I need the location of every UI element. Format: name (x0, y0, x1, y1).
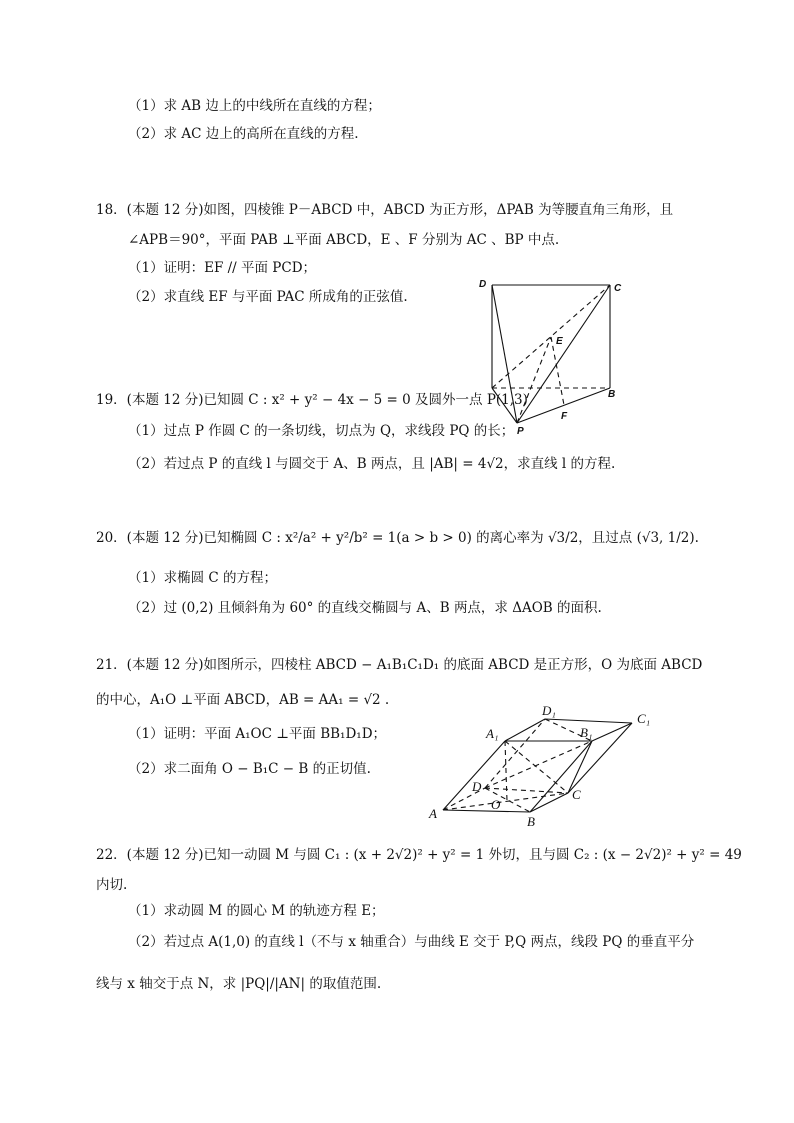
fig21-label-O: O (491, 797, 501, 812)
q18-part2: （2）求直线 EF 与平面 PAC 所成角的正弦值. (128, 289, 408, 305)
fig18-label-B: B (608, 389, 616, 400)
q21-continuation: 的中心，A₁O ⊥平面 ABCD，AB = AA₁ = √2 . (96, 692, 390, 708)
fig21-label-C: C (572, 787, 581, 802)
fig21-label-C1: C₁ (637, 711, 651, 726)
fig21-label-A: A (429, 806, 437, 821)
q17-part1: （1）求 AB 边上的中线所在直线的方程； (128, 98, 381, 114)
q19-part2: （2）若过点 P 的直线 l 与圆交于 A、B 两点，且 |AB| = 4√2，求直线 l 的方程. (128, 456, 616, 472)
fig21-label-D: D (472, 779, 482, 794)
fig18-label-E: E (556, 336, 563, 347)
q22-part1: （1）求动圆 M 的圆心 M 的轨迹方程 E； (128, 903, 385, 919)
q21-part1: （1）证明：平面 A₁OC ⊥平面 BB₁D₁D； (128, 726, 387, 742)
fig18-label-C: C (614, 283, 622, 294)
q18-part1: （1）证明：EF // 平面 PCD； (128, 260, 317, 276)
fig21-label-A1: A₁ (486, 726, 499, 741)
q20-header: 20．(本题 12 分)已知椭圆 C : x²/a² + y²/b² = 1(a > b > 0) 的离心率为 √3/2，且过点 (√3, 1/2). (96, 530, 699, 546)
q21-part2: （2）求二面角 O − B₁C − B 的正切值. (128, 761, 371, 777)
q19-part1: （1）过点 P 作圆 C 的一条切线，切点为 Q，求线段 PQ 的长； (128, 423, 515, 439)
q22-header: 22．(本题 12 分)已知一动圆 M 与圆 C₁ : (x + 2√2)² + y² = 1 外切，且与圆 C₂ : (x − 2√2)² + y² = 49 (96, 847, 742, 863)
fig18-label-F: F (561, 411, 568, 422)
q21-header: 21．(本题 12 分)如图所示，四棱柱 ABCD − A₁B₁C₁D₁ 的底面 ABCD 是正方形，O 为底面 ABCD (96, 657, 703, 673)
fig21-label-B1: B₁ (580, 725, 593, 740)
fig18-label-D: D (479, 279, 487, 290)
fig21-label-B: B (527, 814, 535, 829)
q19-header: 19．(本题 12 分)已知圆 C : x² + y² − 4x − 5 = 0 及圆外一点 P(1,3) (96, 392, 528, 408)
q22-part2-continuation: 线与 x 轴交于点 N，求 |PQ|/|AN| 的取值范围. (96, 976, 382, 992)
q20-part2: （2）过 (0,2) 且倾斜角为 60° 的直线交椭圆与 A、B 两点，求 ΔAOB 的面积. (128, 600, 602, 616)
fig18-label-P: P (517, 426, 524, 437)
q17-part2: （2）求 AC 边上的高所在直线的方程. (128, 126, 359, 142)
q18-header: 18．(本题 12 分)如图，四棱锥 P－ABCD 中，ABCD 为正方形，ΔPAB 为等腰直角三角形，且 (96, 202, 674, 218)
q20-part1: （1）求椭圆 C 的方程； (128, 570, 278, 586)
q18-continuation: ∠APB＝90°，平面 PAB ⊥平面 ABCD，E 、F 分别为 AC 、BP 中点. (128, 232, 560, 248)
fig21-label-D1: D₁ (542, 703, 556, 718)
q22-part2: （2）若过点 A(1,0) 的直线 l（不与 x 轴重合）与曲线 E 交于 P,Q 两点，线段 PQ 的垂直平分 (128, 934, 695, 950)
q22-continuation: 内切. (96, 877, 128, 893)
